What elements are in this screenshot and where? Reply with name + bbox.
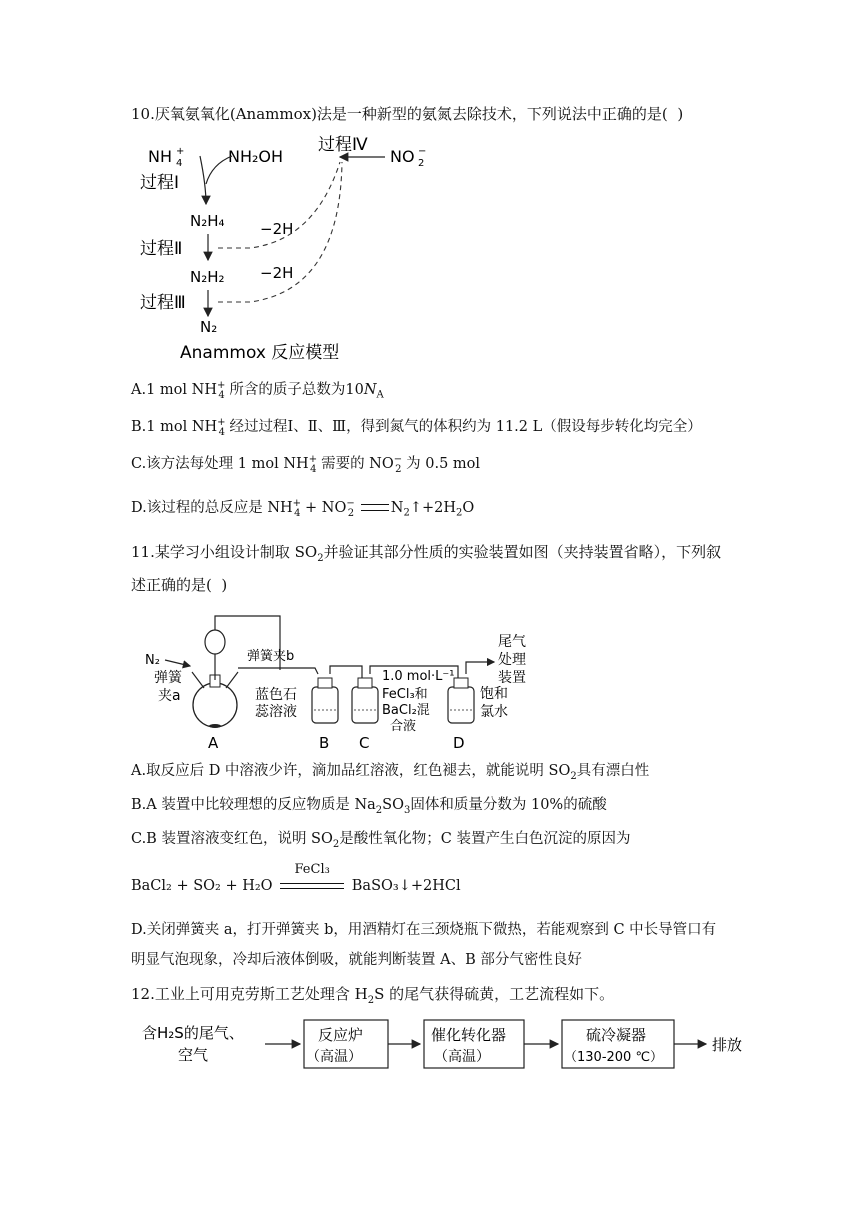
svg-text:2: 2 — [418, 158, 425, 169]
q10-option-d[interactable]: D.该过程的总反应是 $NH^+_4 + NO^-_2$ $N_2↑+2H_2O$ — [131, 498, 475, 519]
process2-label: 过程Ⅱ — [140, 239, 183, 259]
svg-text:C: C — [359, 734, 370, 752]
minus2h-2: −2H — [260, 264, 294, 282]
litmus-label1: 蓝色石 — [255, 687, 297, 703]
q10-option-b[interactable]: B.1 mol $NH^+_4$ 经过过程Ⅰ、Ⅱ、Ⅲ，得到氮气的体积约为 11.2 L（假设每步转化均完全） — [131, 417, 702, 438]
svg-text:B: B — [319, 734, 330, 752]
svg-text:含H₂S的尾气、: 含H₂S的尾气、 — [142, 1024, 244, 1042]
q11-option-d-line2[interactable]: 明显气泡现象，冷却后液体倒吸，就能判断装置 A、B 部分气密性良好 — [131, 952, 582, 968]
svg-text:N₂: N₂ — [145, 653, 160, 668]
no2-label: NO — [390, 147, 415, 166]
svg-text:（高温）: （高温） — [306, 1049, 362, 1065]
process4-label: 过程Ⅳ — [318, 135, 368, 155]
tail-label3: 装置 — [498, 670, 526, 686]
q11-stem-line1: 11.某学习小组设计制取 $SO_2$并验证其部分性质的实验装置如图（夹持装置省略），下列叙 — [131, 543, 722, 564]
n2-label: N₂ — [200, 318, 218, 336]
litmus-label2: 蕊溶液 — [255, 704, 297, 720]
n2h4-label: N₂H₄ — [190, 212, 225, 230]
tail-label1: 尾气 — [498, 634, 526, 650]
svg-text:（高温）: （高温） — [434, 1049, 490, 1065]
svg-text:+: + — [176, 146, 185, 157]
svg-text:排放: 排放 — [712, 1036, 743, 1054]
anammox-diagram — [140, 130, 440, 365]
double-line-icon — [280, 883, 344, 889]
svg-text:硫冷凝器: 硫冷凝器 — [586, 1026, 647, 1044]
n2h2-label: N₂H₂ — [190, 268, 225, 286]
nh2oh-label: NH₂OH — [228, 147, 284, 166]
svg-text:1.0 mol·L⁻¹: 1.0 mol·L⁻¹ — [382, 669, 455, 684]
q11-equation: BaCl₂ + SO₂ + H₂O FeCl₃ BaSO₃↓+2HCl — [131, 862, 461, 894]
tail-label2: 处理 — [498, 652, 526, 668]
q11-option-d-line1[interactable]: D.关闭弹簧夹 a，打开弹簧夹 b，用酒精灯在三颈烧瓶下微热，若能观察到 C 中长导管口有 — [131, 922, 717, 938]
fecl3-label1: FeCl₃和 — [382, 687, 428, 702]
claus-flowchart — [140, 1016, 760, 1086]
sat-cl-label1: 饱和 — [480, 686, 508, 702]
fecl3-label3: 合液 — [390, 719, 417, 734]
minus2h-1: −2H — [260, 220, 294, 238]
q12-stem: 12.工业上可用克劳斯工艺处理含 $H_2S$ 的尾气获得硫黄，工艺流程如下。 — [131, 985, 615, 1006]
nh4-label: NH — [148, 147, 172, 166]
q11-option-b[interactable]: B.A 装置中比较理想的反应物质是 $Na_2SO_3$固体和质量分数为 10%的硫酸 — [131, 797, 607, 816]
clamp-a-label1: 弹簧 — [154, 670, 182, 686]
q10-option-a[interactable]: A.1 mol $NH^+_4$ 所含的质子总数为$10N_A$ — [131, 380, 384, 401]
svg-text:4: 4 — [176, 158, 183, 169]
diagram-caption: Anammox 反应模型 — [180, 343, 340, 363]
fecl3-label2: BaCl₂混 — [382, 703, 430, 718]
svg-text:D: D — [453, 734, 465, 752]
svg-text:−: − — [418, 146, 427, 157]
q11-stem-line2: 述正确的是( ) — [131, 576, 228, 594]
q11-option-a[interactable]: A.取反应后 D 中溶液少许，滴加品红溶液，红色褪去，就能说明 $SO_2$具有漂白性 — [131, 763, 650, 782]
process3-label: 过程Ⅲ — [140, 293, 186, 313]
so2-apparatus — [140, 602, 540, 752]
svg-text:空气: 空气 — [178, 1046, 209, 1064]
svg-text:弹簧夹b: 弹簧夹b — [247, 649, 295, 664]
sat-cl-label2: 氯水 — [480, 704, 508, 720]
svg-text:A: A — [208, 734, 219, 752]
svg-text:反应炉: 反应炉 — [318, 1026, 364, 1044]
svg-text:（130-200 ℃）: （130-200 ℃） — [564, 1050, 664, 1065]
q10-stem: 10.厌氧氨氧化(Anammox)法是一种新型的氨氮去除技术，下列说法中正确的是( ) — [131, 105, 684, 123]
svg-text:催化转化器: 催化转化器 — [431, 1026, 507, 1044]
clamp-a-label2: 夹a — [158, 688, 181, 704]
q10-option-c[interactable]: C.该方法每处理 1 mol $NH^+_4$ 需要的 $NO^-_2$ 为 0.5 mol — [131, 454, 481, 475]
double-line-icon — [361, 504, 389, 511]
q11-option-c[interactable]: C.B 装置溶液变红色，说明 $SO_2$是酸性氧化物；C 装置产生白色沉淀的原因为 — [131, 831, 631, 850]
process1-label: 过程Ⅰ — [140, 173, 180, 193]
